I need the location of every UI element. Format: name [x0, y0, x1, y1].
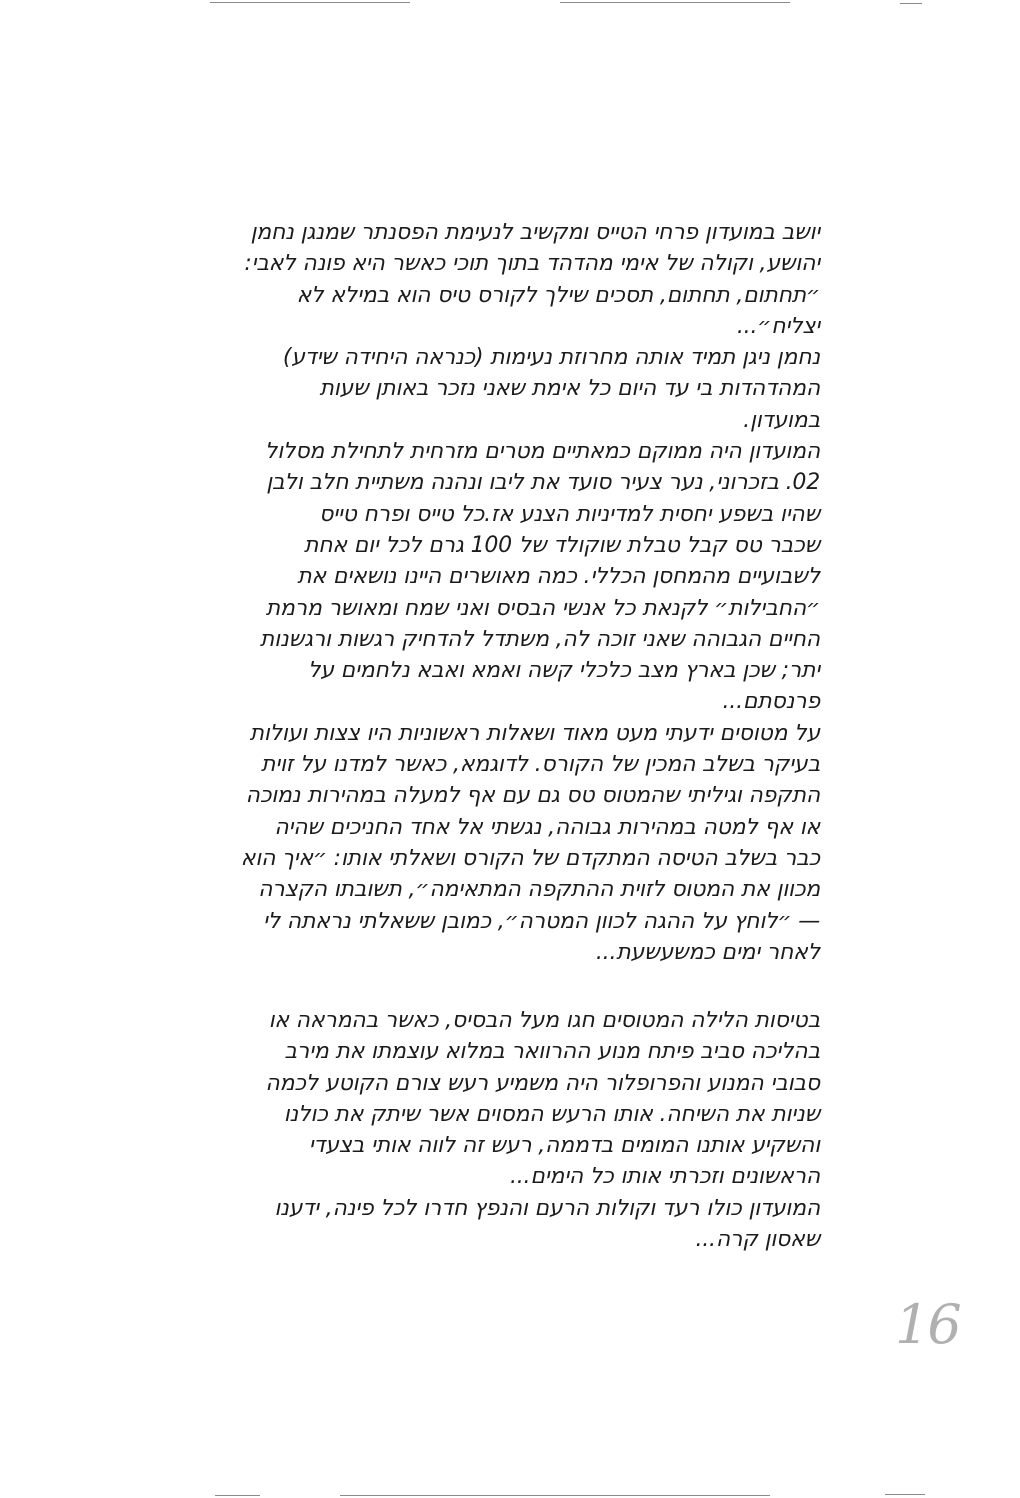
scan-edge-line	[560, 2, 790, 3]
scan-edge-line	[210, 2, 410, 3]
text-line: 02. בזכרוני, נער צעיר סועד את ליבו ונהנה משתיית חלב ולבן	[266, 470, 820, 496]
text-line: או אף למטה במהירות גבוהה, נגשתי אל אחד החניכים שהיה	[274, 814, 820, 840]
text-line: שהיו בשפע יחסית למדיניות הצנע אז.כל טייס ופרח טייס	[319, 501, 820, 527]
text-line: בטיסות הלילה המטוסים חגו מעל הבסיס, כאשר בהמראה או	[268, 1008, 820, 1033]
text-line: נחמן ניגן תמיד אותה מחרוזת נעימות (כנראה היחידה שידע)	[282, 345, 820, 371]
text-line: כבר בשלב הטיסה המתקדם של הקורס ושאלתי אותו: ״איך הוא	[240, 845, 820, 871]
text-line: המהדהדות בי עד היום כל אימת שאני נזכר באותן שעות	[319, 376, 820, 402]
text-line: מכוון את המטוס לזוית ההתקפה המתאימה״, תשובתו הקצרה	[258, 877, 820, 903]
scan-edge-line	[900, 3, 922, 4]
text-line: בעיקר בשלב המכין של הקורס. לדוגמא, כאשר למדנו על זוית	[260, 752, 820, 778]
text-line: שניות את השיחה. אותו הרעש המסוים אשר שיתק את כולנו	[283, 1101, 820, 1127]
text-line: המועדון היה ממוקם כמאתיים מטרים מזרחית לתחילת מסלול	[264, 439, 820, 465]
text-line: ״החבילות״ לקנאת כל אנשי הבסיס ואני שמח ומאושר מרמת	[265, 595, 820, 621]
text-line: במועדון.	[743, 407, 820, 433]
text-line: יתר; שכן בארץ מצב כלכלי קשה ואמא ואבא נלחמים על	[307, 658, 820, 684]
text-line: — ״לוחץ על ההגה לכוון המטרה״, כמובן ששאלתי נראתה לי	[262, 908, 820, 934]
text-line: שכבר טס קבל טבלת שוקולד של 100 גרם לכל יום אחת	[304, 532, 820, 558]
text-line: על מטוסים ידעתי מעט מאוד ושאלות ראשוניות היו צצות ועולות	[249, 720, 820, 746]
text-line: פרנסתם...	[722, 689, 820, 715]
page-number: 16	[895, 1293, 960, 1356]
text-line: והשקיע אותנו המומים בדממה, רעש זה לווה אותי בצעדי	[308, 1133, 820, 1159]
text-line: לאחר ימים כמשעשעת...	[595, 939, 820, 965]
scan-edge-line	[885, 1494, 925, 1495]
text-line: סבובי המנוע והפרופלור היה משמיע רעש צורם הקוטע לכמה	[265, 1070, 820, 1096]
scan-edge-line	[215, 1495, 260, 1496]
scan-edge-line	[340, 1495, 770, 1496]
second-text-block	[200, 1005, 820, 1255]
text-line: לשבועיים מהמחסן הכללי. כמה מאושרים היינו נושאים את	[297, 564, 820, 590]
text-line: יצליח״...	[736, 313, 820, 339]
main-text-block	[200, 217, 820, 968]
text-line: יהושע, וקולה של אימי מהדהד בתוך תוכי כאשר היא פונה לאבי:	[244, 251, 820, 277]
text-line: בהליכה סביב פיתח מנוע ההרוואר במלוא עוצמתו את מירב	[284, 1039, 820, 1065]
text-line: החיים הגבוהה שאני זוכה לה, משתדל להדחיק רגשות ורגשנות	[259, 626, 820, 652]
text-line: התקפה וגיליתי שהמטוס טס גם עם אף למעלה במהירות נמוכה	[245, 783, 820, 809]
text-line: המועדון כולו רעד וקולות הרעם והנפץ חדרו לכל פינה, ידענו	[274, 1195, 820, 1221]
text-line: שאסון קרה...	[695, 1227, 820, 1253]
text-line: הראשונים וזכרתי אותו כל הימים...	[509, 1164, 820, 1190]
text-line: יושב במועדון פרחי הטייס ומקשיב לנעימת הפסנתר שמנגן נחמן	[250, 220, 820, 245]
text-line: ״תחתום, תחתום, תסכים שילך לקורס טיס הוא במילא לא	[296, 282, 820, 308]
